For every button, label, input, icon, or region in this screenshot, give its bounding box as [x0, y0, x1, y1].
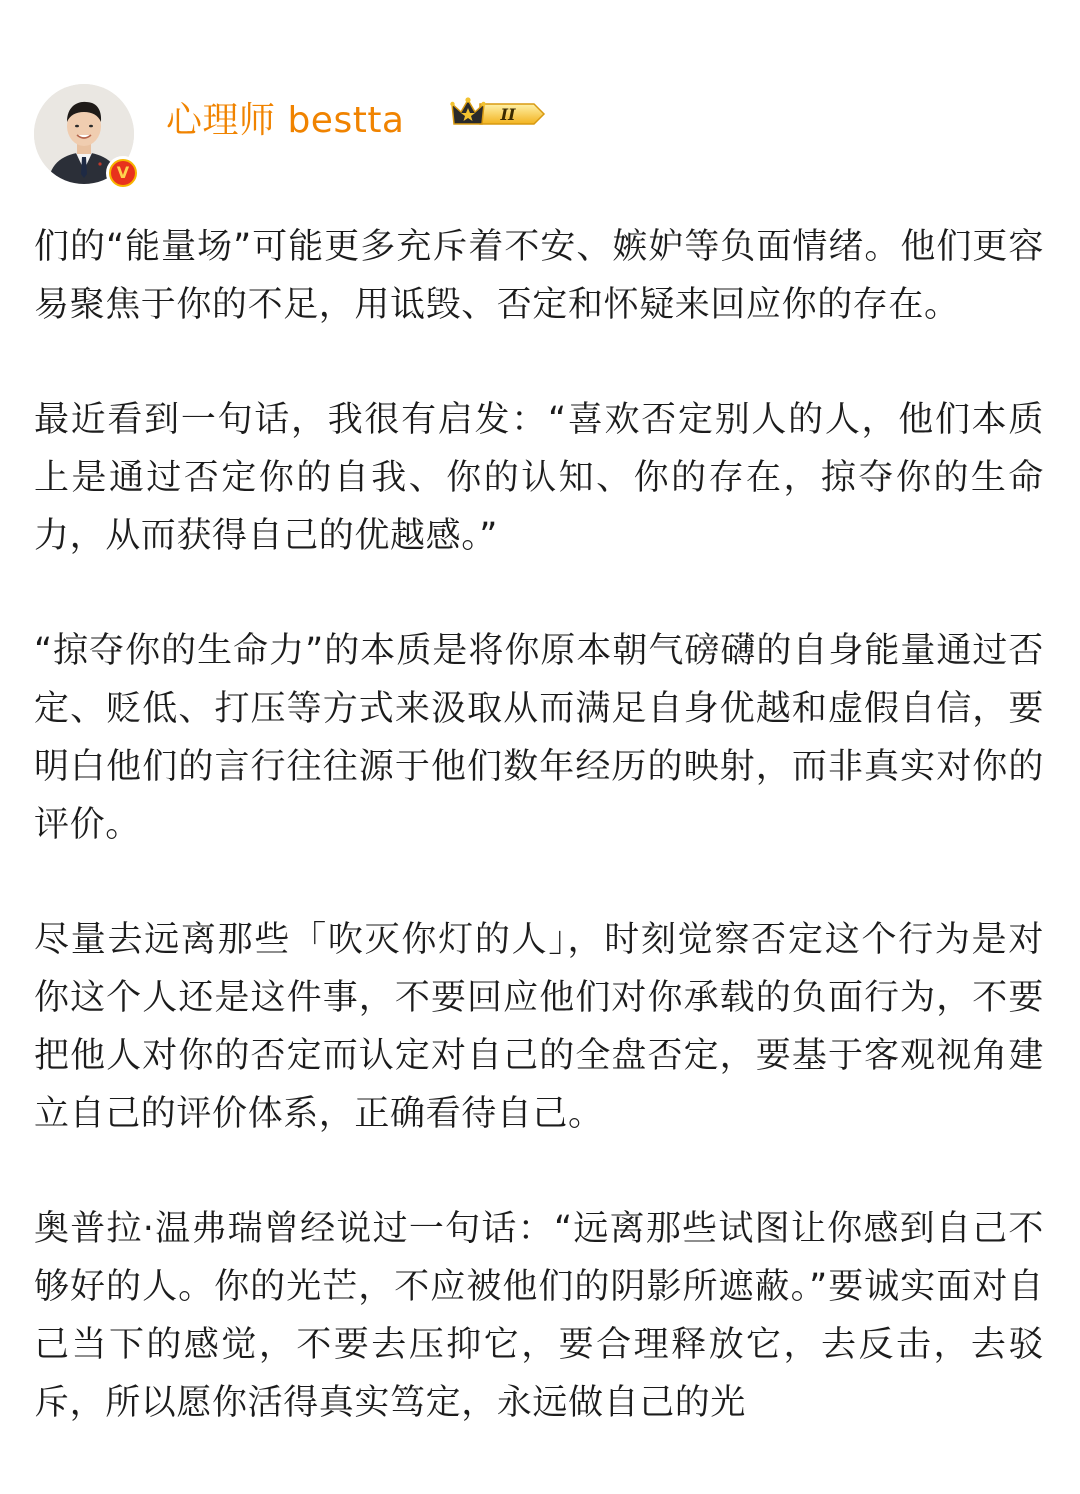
post-body: [34, 218, 1044, 1489]
post-header: [34, 84, 1044, 194]
verified-mark: V: [111, 161, 135, 185]
post-paragraph: 们的“能量场”可能更多充斥着不安、嫉妒等负面情绪。他们更容易聚焦于你的不足，用诋毁、否定和怀疑来回应你的存在。: [34, 227, 1044, 325]
crown-level-badge-icon: [450, 96, 546, 132]
avatar[interactable]: [34, 84, 134, 184]
post-paragraph: “掠夺你的生命力”的本质是将你原本朝气磅礴的自身能量通过否定、贬低、打压等方式来汲取从而满足自身优越和虚假自信，要明白他们的言行往往源于他们数年经历的映射，而非真实对你的评价。: [34, 631, 1044, 845]
post-paragraph: 奥普拉·温弗瑞曾经说过一句话：“远离那些试图让你感到自己不够好的人。你的光芒，不应被他们的阴影所遮蔽。”要诚实面对自己当下的感觉，不要去压抑它，要合理释放它，去反击，去驳斥，所以愿你活得真实笃定，永远做自己的光: [34, 1209, 1044, 1423]
vip-badge[interactable]: [450, 96, 546, 132]
verified-badge: [106, 156, 140, 190]
post-paragraph: 最近看到一句话，我很有启发：“喜欢否定别人的人，他们本质上是通过否定你的自我、你的认知、你的存在，掠夺你的生命力，从而获得自己的优越感。”: [34, 400, 1044, 556]
vip-level-text: II: [500, 105, 516, 124]
author-name[interactable]: 心理师 bestta: [166, 100, 405, 141]
post-paragraph: 尽量去远离那些「吹灭你灯的人」，时刻觉察否定这个行为是对你这个人还是这件事，不要回应他们对你承载的负面行为，不要把他人对你的否定而认定对自己的全盘否定，要基于客观视角建立自己的评价体系，正确看待自己。: [34, 920, 1044, 1134]
